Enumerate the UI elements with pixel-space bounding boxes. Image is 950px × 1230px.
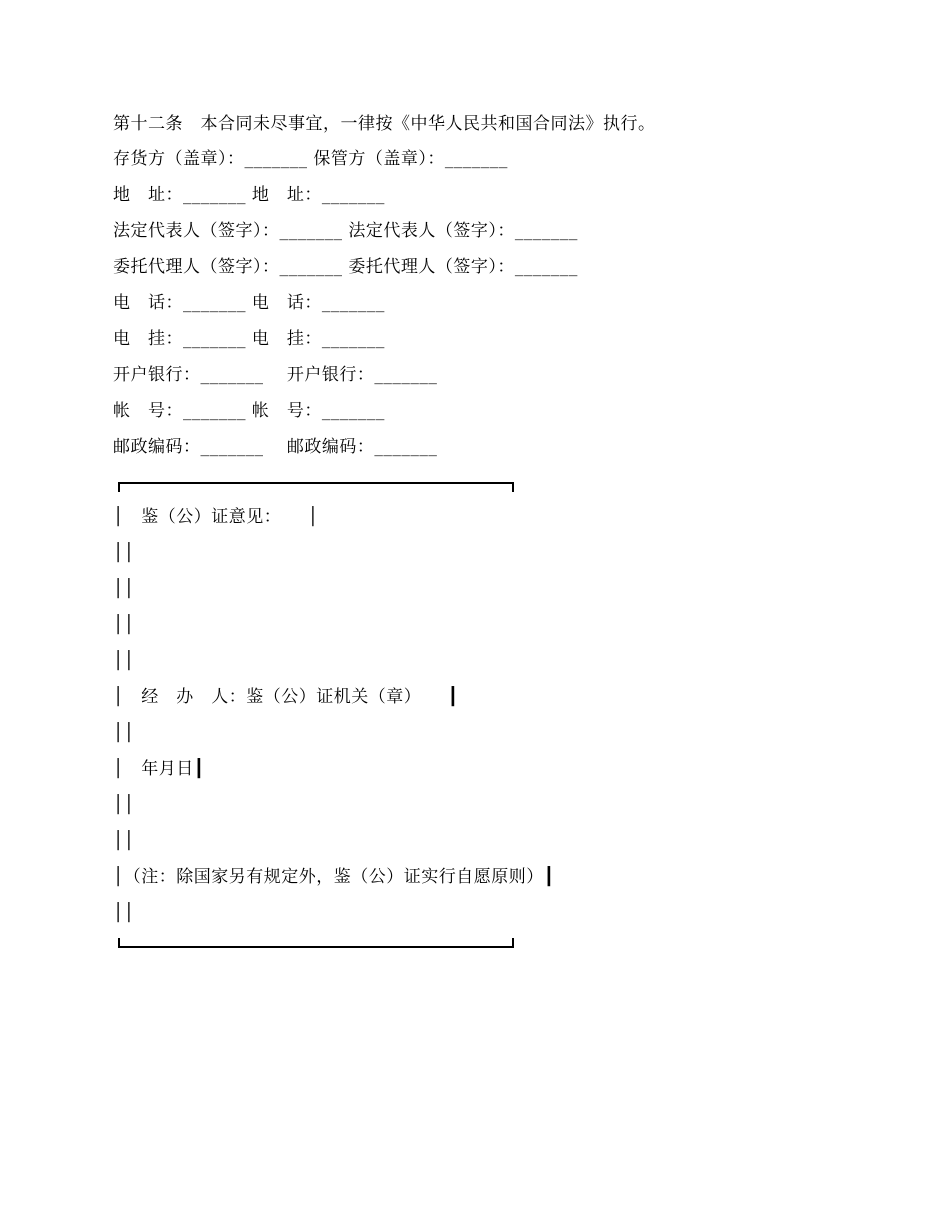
notary-blank-row: ││ bbox=[113, 903, 135, 923]
notary-blank-row: ││ bbox=[113, 543, 135, 563]
notary-blank-row: ││ bbox=[113, 795, 135, 815]
authorized-agent-row: 委托代理人（签字）：_______ 委托代理人（签字）：_______ bbox=[113, 257, 578, 277]
notary-blank-row: ││ bbox=[113, 831, 135, 851]
telegraph-row: 电 挂：_______ 电 挂：_______ bbox=[113, 329, 385, 349]
notary-box-bottom-border bbox=[118, 938, 514, 948]
bank-row: 开户银行：_______ 开户银行：_______ bbox=[113, 365, 438, 385]
notary-blank-row: ││ bbox=[113, 651, 135, 671]
legal-representative-row: 法定代表人（签字）：_______ 法定代表人（签字）：_______ bbox=[113, 221, 578, 241]
notary-date-row: │ 年月日┃ bbox=[113, 759, 205, 779]
clause-12: 第十二条 本合同未尽事宜，一律按《中华人民共和国合同法》执行。 bbox=[113, 114, 656, 134]
notary-blank-row: ││ bbox=[113, 723, 135, 743]
postal-code-row: 邮政编码：_______ 邮政编码：_______ bbox=[113, 437, 438, 457]
party-seal-row: 存货方（盖章）：_______ 保管方（盖章）：_______ bbox=[113, 149, 508, 169]
notary-opinion-row: │ 鉴（公）证意见： │ bbox=[113, 507, 319, 527]
account-row: 帐 号：_______ 帐 号：_______ bbox=[113, 401, 385, 421]
address-row: 地 址：_______ 地 址：_______ bbox=[113, 185, 385, 205]
phone-row: 电 话：_______ 电 话：_______ bbox=[113, 293, 385, 313]
notary-handler-row: │ 经 办 人：鉴（公）证机关（章） ┃ bbox=[113, 687, 459, 707]
notary-blank-row: ││ bbox=[113, 615, 135, 635]
notary-blank-row: ││ bbox=[113, 579, 135, 599]
notary-box-top-border bbox=[118, 482, 514, 492]
notary-note-row: │（注：除国家另有规定外，鉴（公）证实行自愿原则）┃ bbox=[113, 867, 555, 887]
